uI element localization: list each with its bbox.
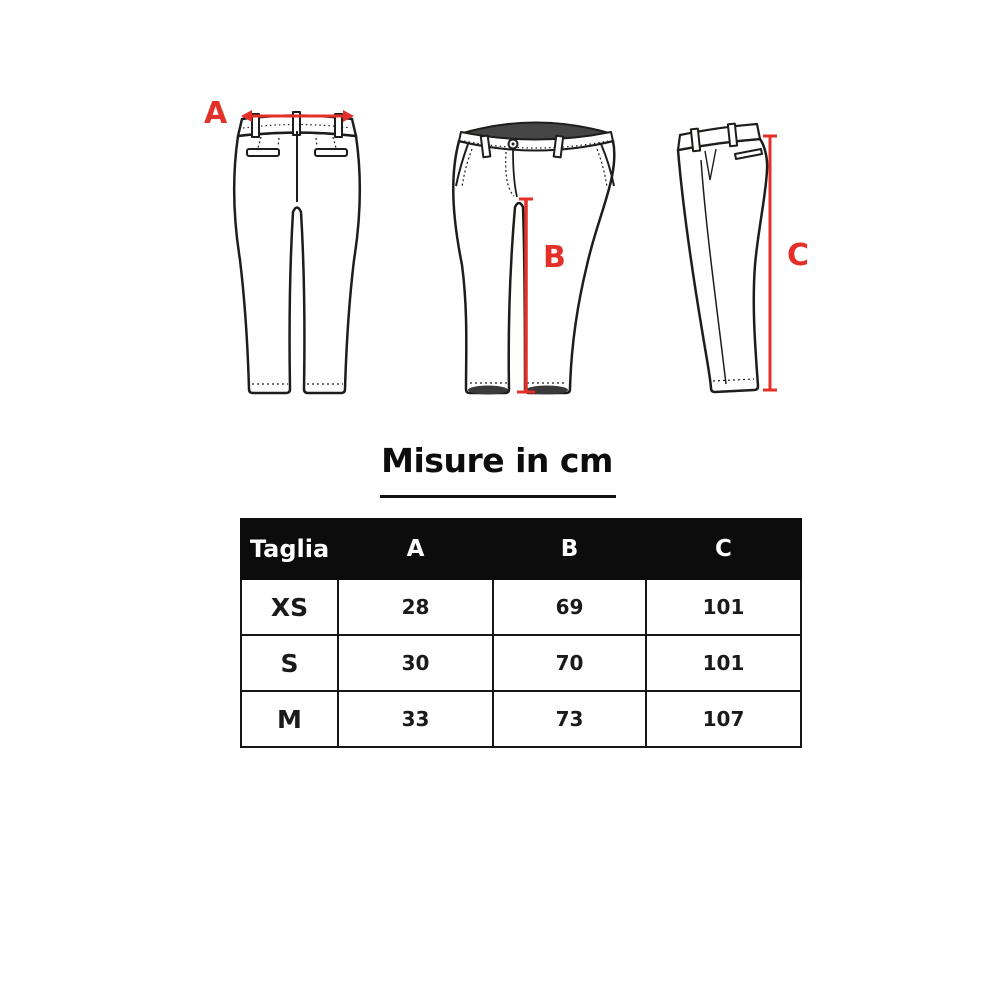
page-title: Misure in cm [381, 441, 613, 480]
table-header-c: C [646, 519, 801, 579]
pants-side-view-illustration [678, 124, 767, 392]
size-cell: S [241, 635, 338, 691]
belt-loop [691, 129, 700, 152]
value-cell: 30 [338, 635, 493, 691]
value-cell: 33 [338, 691, 493, 747]
back-pocket-welt [315, 149, 347, 156]
belt-loop [554, 136, 564, 158]
value-cell: 107 [646, 691, 801, 747]
back-pocket-welt [247, 149, 279, 156]
hem-shadow [468, 386, 508, 395]
pants-front-body [453, 141, 614, 393]
value-cell: 101 [646, 579, 801, 635]
value-cell: 73 [493, 691, 646, 747]
pants-front-view-illustration [453, 123, 614, 395]
size-table [240, 518, 802, 748]
measure-label-a: A [204, 96, 228, 131]
table-header-b: B [493, 519, 646, 579]
pants-diagrams [0, 0, 1000, 440]
measure-label-b: B [543, 240, 566, 275]
size-cell: XS [241, 579, 338, 635]
table-header-row [241, 519, 801, 579]
value-cell: 70 [493, 635, 646, 691]
value-cell: 28 [338, 579, 493, 635]
size-cell: M [241, 691, 338, 747]
title-underline [380, 495, 616, 498]
table-row-m [241, 691, 801, 747]
table-row-xs [241, 579, 801, 635]
belt-loop [481, 136, 491, 158]
table-header-a: A [338, 519, 493, 579]
value-cell: 101 [646, 635, 801, 691]
value-cell: 69 [493, 579, 646, 635]
pants-back-view-illustration [234, 112, 360, 393]
measure-label-c: C [787, 238, 810, 273]
belt-loop [728, 124, 737, 147]
button-center [512, 143, 515, 146]
table-header-taglia: Taglia [241, 519, 338, 579]
table-row-s [241, 635, 801, 691]
